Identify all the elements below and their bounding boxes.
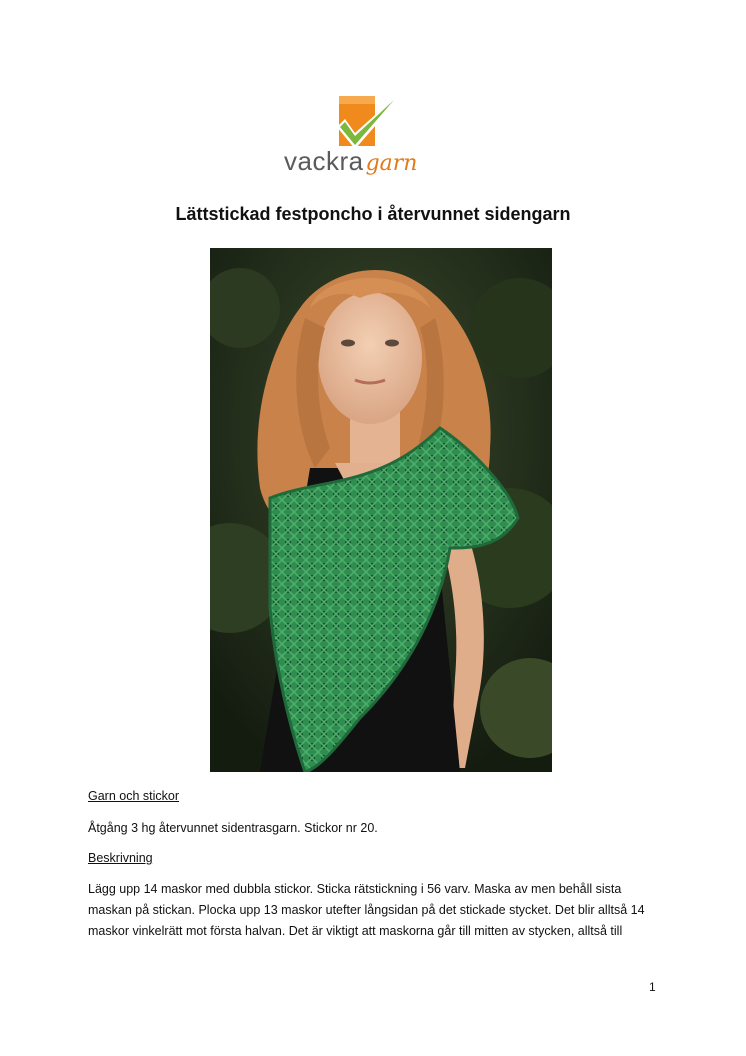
logo-wordmark <box>284 146 444 182</box>
description-line: maskan på stickan. Plocka upp 13 maskor utefter långsidan på det stickade stycket. Det blir alltså 14 <box>88 903 645 917</box>
section-text-yarn: Åtgång 3 hg återvunnet sidentrasgarn. Stickor nr 20. <box>88 821 378 835</box>
section-heading-yarn: Garn och stickor <box>88 789 180 803</box>
page-number: 1 <box>649 980 656 994</box>
page-title: Lättstickad festponcho i återvunnet sidengarn <box>175 204 571 224</box>
section-heading-description: Beskrivning <box>88 851 153 865</box>
vackra-garn-logo <box>284 88 444 188</box>
description-line: Lägg upp 14 maskor med dubbla stickor. Sticka rätstickning i 56 varv. Maska av men behåll sista <box>88 882 622 896</box>
photo-illustration <box>210 248 552 772</box>
description-line: maskor vinkelrätt mot första halvan. Det är viktigt att maskorna går till mitten av stycken, alltså till <box>88 924 623 938</box>
poncho-photo <box>210 248 552 772</box>
logo-word-accent: garn <box>365 151 418 176</box>
logo-word-main: vackra <box>284 146 364 176</box>
description-paragraph <box>88 879 668 942</box>
